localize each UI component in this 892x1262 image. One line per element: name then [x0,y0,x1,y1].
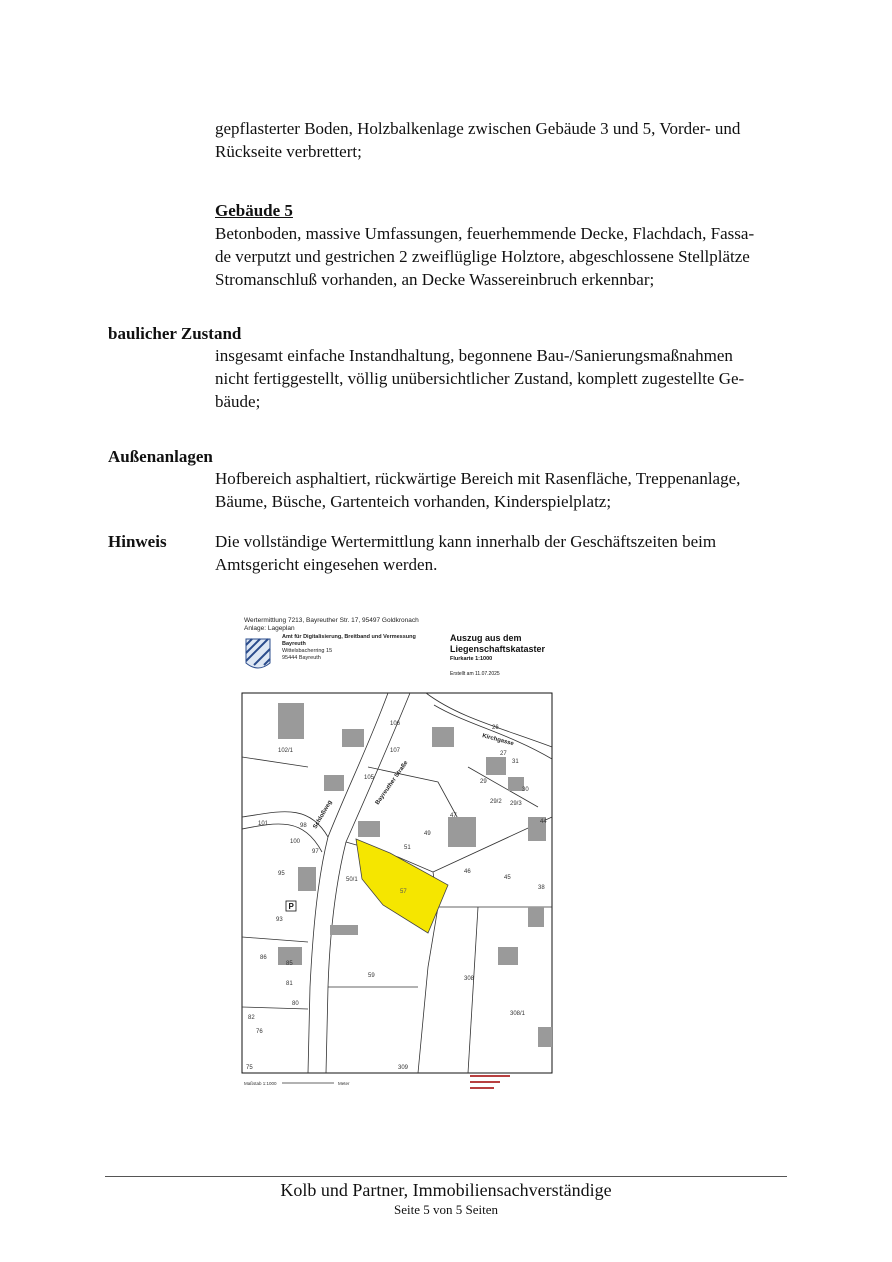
parcel-number: 98 [300,823,307,829]
parcel-number: 29 [480,779,487,785]
street-name: Bayreuther Straße [374,760,410,807]
parcel-number: 85 [286,961,293,967]
text-line: gepflasterter Boden, Holzbalkenlage zwischen Gebäude 3 und 5, Vorder- und [215,119,741,138]
office-name: Amt für Digitalisierung, Breitband und Vermessung [282,634,416,640]
heading-aussenanlagen: Außenanlagen [108,447,213,466]
parcel-number: 107 [390,748,401,754]
parcel-number: 102/1 [278,748,294,754]
parcel-number: 57 [400,889,407,895]
text-line: bäude; [215,392,261,411]
text-line: Amtsgericht eingesehen werden. [215,555,438,574]
parcel-number: 26 [492,725,499,731]
parcel-number: 308/1 [510,1011,526,1017]
section-gebaeude-5 [215,199,785,291]
map-scale-title: Flurkarte 1:1000 [450,656,493,662]
footer-page-number: Seite 5 von 5 Seiten [394,1202,498,1217]
parcel-number: 308 [464,976,475,982]
parcel-number: 309 [398,1065,409,1071]
section-heading: Gebäude 5 [215,201,293,220]
svg-text:P: P [288,902,294,911]
text-line: nicht fertiggestellt, völlig unübersichtlicher Zustand, komplett zugestellte Ge- [215,369,745,388]
parcel-number: 95 [278,871,285,877]
text-line: Hofbereich asphaltiert, rückwärtige Bereich mit Rasenfläche, Treppenanlage, [215,469,741,488]
map-title: Auszug aus dem [450,633,522,643]
parcel-number: 81 [286,981,293,987]
text-line: de verputzt und gestrichen 2 zweiflüglige Holztore, abgeschlossene Stellplätze [215,247,750,266]
parcel-number: 50/1 [346,877,358,883]
parcel-number: 44 [540,819,547,825]
parcel-number: 76 [256,1029,263,1035]
parcel-number: 59 [368,973,375,979]
footer-divider [105,1176,787,1177]
text-line: insgesamt einfache Instandhaltung, begonnene Bau-/Sanierungsmaßnahmen [215,346,733,365]
text-gebaeude-4-end [215,117,785,163]
parcel-number: 100 [290,839,301,845]
parcel-number: 80 [292,1001,299,1007]
text-hinweis [215,530,785,576]
office-street: Wittelsbacherring 15 [282,648,333,654]
map-caption: Anlage: Lageplan [244,625,295,632]
parcel-number: 45 [504,875,511,881]
scale-label: Maßstab 1:1000 [244,1081,277,1086]
parcel-number: 29/2 [490,799,502,805]
parcel-number: 82 [248,1015,255,1021]
parcel-number: 86 [260,955,267,961]
parcel-number: 101 [258,821,269,827]
parcel-number: 49 [424,831,431,837]
text-baulicher-zustand [215,344,785,413]
office-zip: 95444 Bayreuth [282,655,321,661]
scale-unit: Meter [338,1081,350,1086]
text-line: Bäume, Büsche, Gartenteich vorhanden, Kinderspielplatz; [215,492,612,511]
parcel-number: 47 [450,813,457,819]
map-date: Erstellt am 11.07.2025 [450,671,500,677]
map-caption: Wertermittlung 7213, Bayreuther Str. 17, 95497 Goldkronach [244,617,419,624]
parcel-number: 51 [404,845,411,851]
text-line: Rückseite verbrettert; [215,142,362,161]
parcel-number: 93 [276,917,283,923]
footer-company: Kolb und Partner, Immobiliensachverständige [280,1180,612,1200]
office-city: Bayreuth [282,641,306,647]
text-line: Betonboden, massive Umfassungen, feuerhemmende Decke, Flachdach, Fassa- [215,224,755,243]
label-hinweis: Hinweis [108,532,167,551]
parcel-number: 75 [246,1065,253,1071]
street-name: Kirchgasse [481,733,515,748]
parcel-number: 31 [512,759,519,765]
parcel-number: 46 [464,869,471,875]
parcel-number: 27 [500,751,507,757]
cadastral-map [238,607,558,1097]
heading-baulicher-zustand: baulicher Zustand [108,324,242,343]
map-title: Liegenschaftskataster [450,644,546,654]
street-name: Schloßweg [312,799,334,830]
parcel-number: 97 [312,849,319,855]
parcel-number: 29/3 [510,801,522,807]
text-line: Stromanschluß vorhanden, an Decke Wassereinbruch erkennbar; [215,270,655,289]
parcel-number: 106 [390,721,401,727]
parcel-number: 38 [538,885,545,891]
text-aussenanlagen [215,467,785,513]
parcel-number: 105 [364,775,375,781]
coat-of-arms-icon [246,639,270,668]
parcel-number: 30 [522,787,529,793]
text-line: Die vollständige Wertermittlung kann innerhalb der Geschäftszeiten beim [215,532,717,551]
parking-icon [286,901,296,911]
